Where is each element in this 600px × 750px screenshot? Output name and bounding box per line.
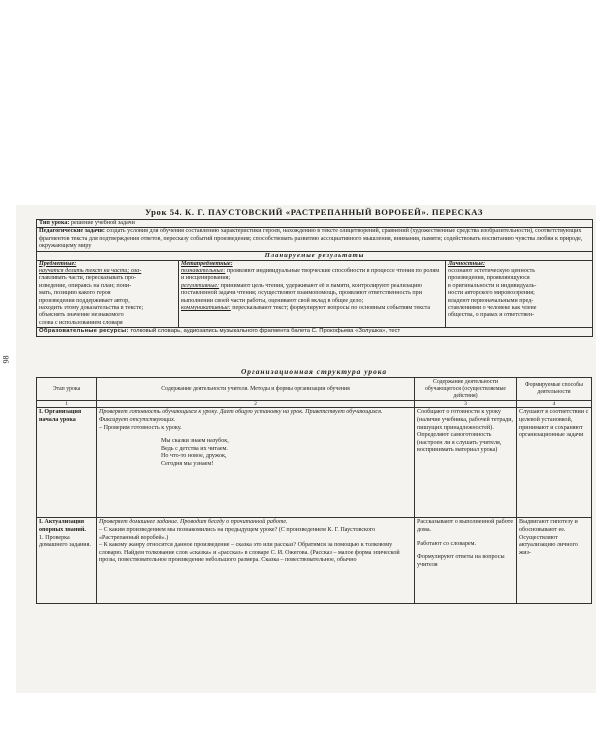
- poem-line: Мы сказки знаем назубок,: [161, 438, 229, 445]
- metasubject-item-text: принимают цель чтения, удерживают её в памяти, контролируют реализацию поставленной задачи чтения; осуществляют взаимопомощь, проявляют ответственность при выполнении своей части работы, оценивают свой вклад в общее дело;: [181, 282, 422, 304]
- org-structure-table: [36, 377, 592, 604]
- personal-line: в оригинальности и индивидуаль-: [448, 282, 537, 289]
- lesson-info-block: [36, 219, 593, 337]
- page-number: 98: [1, 355, 11, 364]
- column-number: 1: [37, 401, 97, 408]
- column-header: Содержание деятельности обучающегося (осуществляемые действия): [415, 378, 517, 401]
- resources-label: Образовательные ресурсы:: [39, 328, 129, 335]
- teacher-activity-cell: [97, 518, 415, 604]
- pedagogical-tasks-label: Педагогические задачи:: [39, 228, 105, 235]
- poem-line: Сегодня мы узнаем!: [161, 460, 214, 467]
- formed-methods-cell: Выдвигают гипотезу и обосновывают ее. Осуществляют актуализацию личного жиз-: [517, 518, 592, 604]
- pedagogical-tasks-value: создать условия для обучения составлению характеристики героев, нахождению в тексте олицетворений, сравнений (художественные средства изобразительности), соответствующих фрагментов текста для подтверждения ответов, пересказу событий произведения; способствовать развитию ассоциативного мышления, внимания, памяти; содействовать воспитанию чувства любви к природе, окружающему миру: [39, 228, 583, 250]
- table-row: [37, 408, 592, 518]
- teacher-activity-cell: [97, 408, 415, 518]
- metasubject-results: [179, 261, 446, 328]
- metasubject-item-label: регулятивные:: [181, 282, 220, 289]
- column-number: 4: [517, 401, 592, 408]
- subject-line: объяснять значение незнакомого: [39, 312, 124, 319]
- subject-results: [37, 261, 179, 328]
- personal-line: владеют первоначальными пред-: [448, 297, 534, 304]
- planned-results-row: [37, 261, 592, 329]
- metasubject-item: [181, 305, 443, 312]
- poem-line: Ведь с детства их читаем.: [161, 445, 228, 452]
- subject-line: мать, позицию какого героя: [39, 290, 111, 297]
- stage-subtitle: 1. Проверка домашнего задания.: [39, 534, 91, 549]
- teacher-speech: – К какому жанру относится данное произведение – сказка это или рассказ? Обратимся за помощью к толковому словарю. Найдем толкование слов «сказка» и «рассказ» в словаре С. И. Ожегова. (Рассказ – малое форма эпической прозы, повествовательное произведение небольшого размера. Сказка – повествовательное, обычно: [99, 542, 400, 564]
- metasubject-item-label: познавательные:: [181, 268, 226, 275]
- planned-results-heading: Планируемые результаты: [37, 252, 592, 261]
- student-activity-cell: Сообщают о готовности к уроку (наличие учебника, рабочей тетради, пишущих принадлежностей). Определяют самоготовность (настроен ли я слушать учителя, воспринимать материал урока): [415, 408, 517, 518]
- teacher-method: Проверяет готовность обучающихся к уроку. Дает общую установку на урок. Приветствует обучающихся. Фиксирует отсутствующих.: [99, 409, 383, 423]
- metasubject-item-label: коммуникативные:: [181, 305, 231, 312]
- stage-cell: [37, 408, 97, 518]
- org-structure-heading: Организационная структура урока: [240, 367, 388, 376]
- student-activity-cell: [415, 518, 517, 604]
- student-action: Формулируют ответы на вопросы учителя: [417, 554, 505, 568]
- subject-line: главливать части, пересказывать про-: [39, 275, 137, 282]
- column-number: 3: [415, 401, 517, 408]
- stage-title: I. Организация начала урока: [39, 409, 82, 423]
- personal-line: произведения, проявляющуюся: [448, 275, 530, 282]
- column-header: Формируемые способы деятельности: [517, 378, 592, 401]
- personal-line: общества, о правах и ответствен-: [448, 312, 535, 319]
- formed-methods-cell: Слушают в соответствии с целевой установкой, принимают и сохраняют организационные задачи: [517, 408, 592, 518]
- lesson-type-value: решение учебной задачи: [70, 220, 135, 226]
- lesson-title: Урок 54. К. Г. ПАУСТОВСКИЙ «РАСТРЕПАННЫЙ ВОРОБЕЙ». ПЕРЕСКАЗ: [144, 207, 484, 217]
- teacher-speech: – Проверим готовность к уроку.: [99, 424, 182, 431]
- teacher-method: Проверяет домашнее задание. Проводит беседу о прочитанной работе.: [99, 519, 288, 526]
- teacher-speech: – С каким произведением мы познакомились на предыдущем уроке? (С произведением К. Г. Паустовского «Растрепанный воробей».): [99, 526, 376, 541]
- metasubject-item-text: пересказывают текст; формулируют вопросы по основным событиям текста: [232, 305, 431, 312]
- subject-line: изведение, опираясь на план; пони-: [39, 282, 132, 289]
- metasubject-item: [181, 283, 443, 305]
- column-number-row: [37, 401, 592, 408]
- subject-results-heading: Предметные:: [39, 260, 77, 267]
- personal-line: ставлениями о человеке как члене: [448, 305, 537, 312]
- subject-line: находить этому доказательства в тексте;: [39, 305, 144, 312]
- resources-row: [37, 328, 592, 335]
- subject-line: произведения поддерживает автор,: [39, 297, 130, 304]
- column-header: Этап урока: [37, 378, 97, 401]
- stage-cell: [37, 518, 97, 604]
- subject-line: слова с использованием словаря: [39, 319, 123, 326]
- resources-value: толковый словарь, аудиозапись музыкального фрагмента балета С. Прокофьева «Золушка», тест: [130, 328, 401, 335]
- metasubject-item-text: проявляют индивидуальные творческие способности в процессе чтения по ролям и инсценирования;: [181, 268, 440, 282]
- personal-results: [446, 261, 592, 328]
- column-number: 2: [97, 401, 415, 408]
- pedagogical-tasks-row: [37, 228, 592, 251]
- metasubject-results-heading: Метапредметные:: [181, 260, 233, 267]
- poem-line: Но что-то новое, дружок,: [161, 453, 227, 460]
- subject-line: научатся делить текст на части; оза-: [39, 268, 142, 275]
- personal-line: ности авторского мировоззрения;: [448, 290, 535, 297]
- stage-title: I. Актуализация опорных знаний.: [39, 519, 86, 533]
- lesson-type-label: Тип урока:: [39, 220, 70, 226]
- personal-results-heading: Личностные:: [448, 260, 485, 267]
- column-header: Содержание деятельности учителя. Методы и формы организации обучения: [97, 378, 415, 401]
- student-action: Рассказывают о выполненной работе дома.: [417, 519, 514, 533]
- table-header-row: [37, 378, 592, 401]
- table-row: [37, 518, 592, 604]
- personal-line: осознают эстетическую ценность: [448, 268, 536, 275]
- metasubject-item: [181, 268, 443, 283]
- student-action: Работают со словарем.: [417, 540, 476, 547]
